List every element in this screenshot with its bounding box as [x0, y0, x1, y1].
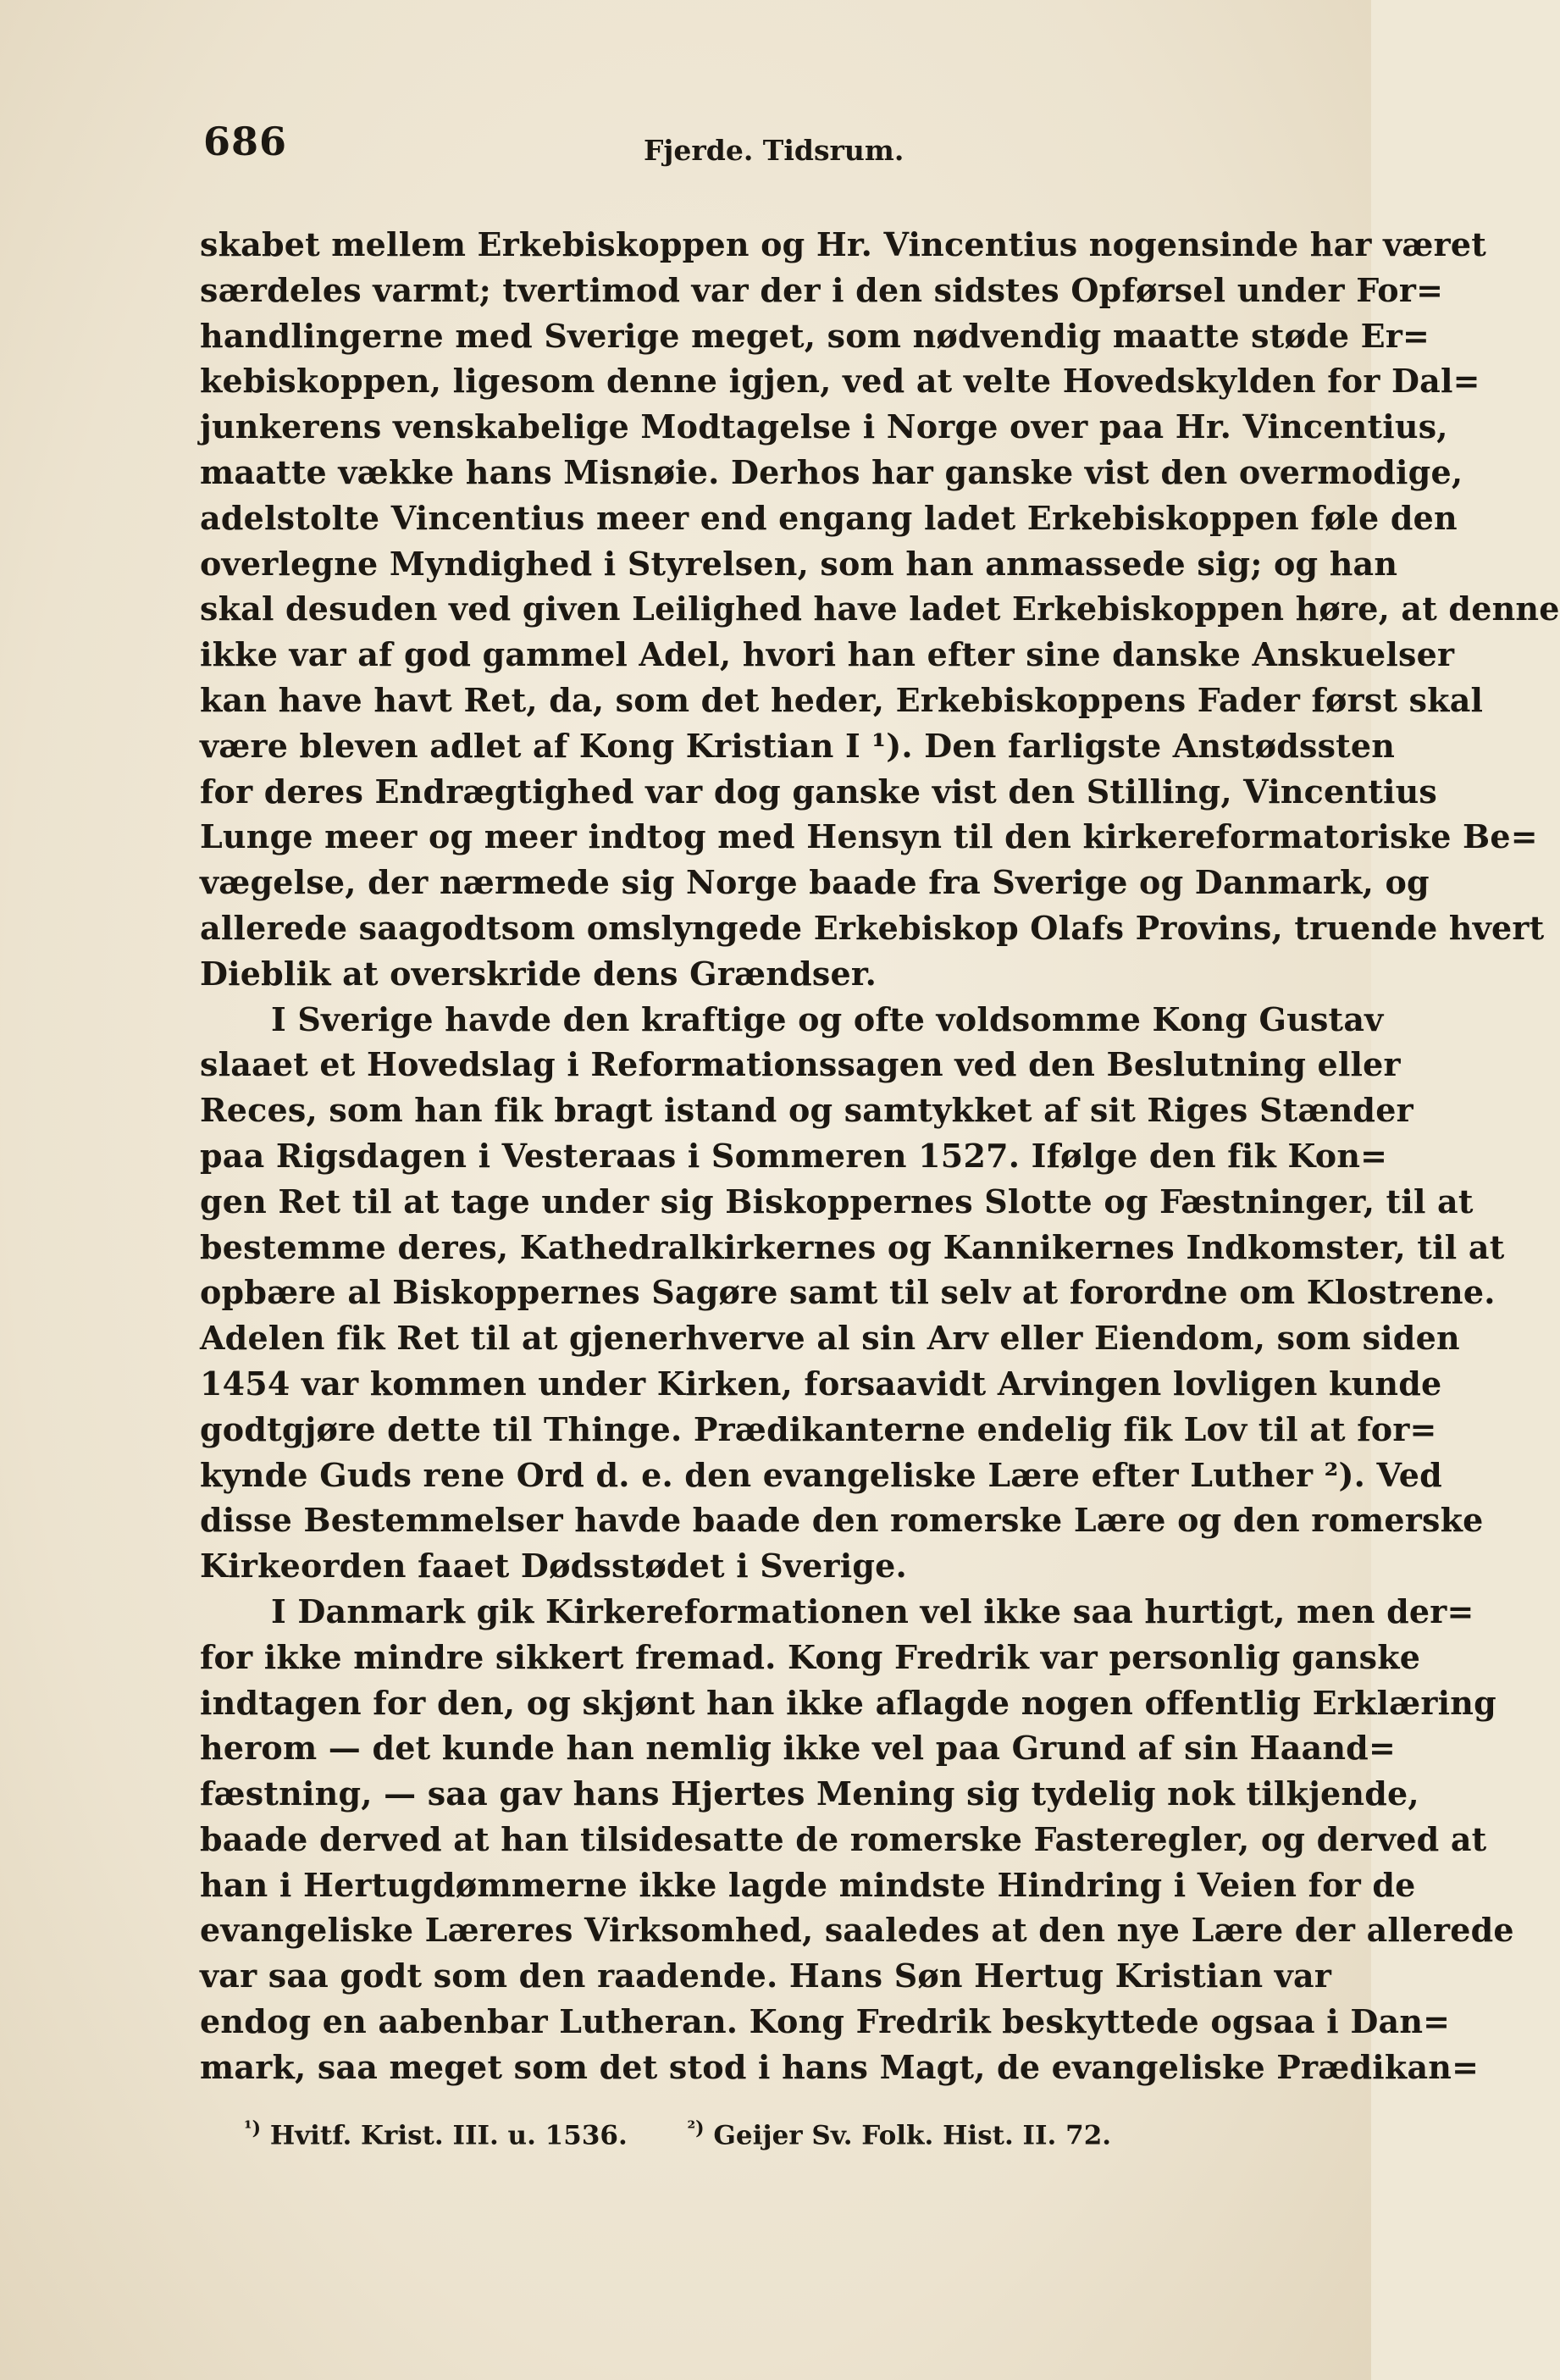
text-line: Adelen fik Ret til at gjenerhverve al sin Arv eller Eiendom, som siden: [200, 1319, 1460, 1358]
footnote-mark: ¹): [244, 2117, 262, 2139]
footnote-1: [244, 2117, 628, 2150]
text-line: var saa godt som den raadende. Hans Søn Hertug Kristian var: [200, 1957, 1332, 1995]
running-title: Fjerde. Tidsrum.: [644, 134, 904, 167]
text-line: Kirkeorden faaet Dødsstødet i Sverige.: [200, 1547, 907, 1586]
text-line: baade derved at han tilsidesatte de romerske Fasteregler, og derved at: [200, 1819, 1487, 1858]
text-line: kan have havt Ret, da, som det heder, Erkebiskoppens Fader først skal: [200, 680, 1484, 719]
text-line: disse Bestemmelser havde baade den romerske Lære og den romerske: [200, 1501, 1484, 1540]
footnote-mark: ²): [687, 2117, 705, 2139]
text-line: junkerens venskabelige Modtagelse i Norge over paa Hr. Vincentius,: [200, 407, 1448, 446]
text-line: Dieblik at overskride dens Grændser.: [200, 954, 877, 993]
text-line: fæstning, — saa gav hans Hjertes Mening sig tydelig nok tilkjende,: [200, 1774, 1419, 1813]
footnote-text: Hvitf. Krist. III. u. 1536.: [269, 2120, 628, 2151]
text-line: godtgjøre dette til Thinge. Prædikanterne endelig fik Lov til at for=: [200, 1409, 1437, 1448]
text-line: Reces, som han fik bragt istand og samtykket af sit Riges Stænder: [200, 1091, 1413, 1130]
text-line: 1454 var kommen under Kirken, forsaavidt Arvingen lovligen kunde: [200, 1364, 1442, 1403]
running-head: [203, 119, 1287, 178]
text-line: vægelse, der nærmede sig Norge baade fra Sverige og Danmark, og: [200, 863, 1430, 902]
text-line: I Sverige havde den kraftige og ofte voldsomme Kong Gustav: [271, 999, 1384, 1038]
text-line: I Danmark gik Kirkereformationen vel ikke saa hurtigt, men der=: [271, 1591, 1474, 1630]
text-line: herom — det kunde han nemlig ikke vel paa Grund af sin Haand=: [200, 1729, 1396, 1768]
text-line: kebiskoppen, ligesom denne igjen, ved at velte Hovedskylden for Dal=: [200, 362, 1480, 401]
text-line: adelstolte Vincentius meer end engang ladet Erkebiskoppen føle den: [200, 498, 1458, 537]
footnote-2: [688, 2117, 1112, 2150]
text-line: ikke var af god gammel Adel, hvori han efter sine danske Anskuelser: [200, 635, 1455, 674]
text-line: for ikke mindre sikkert fremad. Kong Fredrik var personlig ganske: [200, 1637, 1421, 1676]
text-line: paa Rigsdagen i Vesteraas i Sommeren 1527. Ifølge den fik Kon=: [200, 1136, 1388, 1175]
text-line: for deres Endrægtighed var dog ganske vist den Stilling, Vincentius: [200, 772, 1438, 811]
text-line: endog en aabenbar Lutheran. Kong Fredrik beskyttede ogsaa i Dan=: [200, 2002, 1451, 2041]
text-line: maatte vække hans Misnøie. Derhos har ganske vist den overmodige,: [200, 452, 1463, 491]
page-number: 686: [203, 119, 288, 164]
text-line: Lunge meer og meer indtog med Hensyn til den kirkereformatoriske Be=: [200, 817, 1538, 856]
footnote-text: Geijer Sv. Folk. Hist. II. 72.: [713, 2120, 1112, 2151]
footnotes: [244, 2117, 1176, 2160]
text-line: allerede saagodtsom omslyngede Erkebiskop Olafs Provins, truende hvert: [200, 908, 1545, 947]
text-line: mark, saa meget som det stod i hans Magt, de evangeliske Prædikan=: [200, 2047, 1480, 2086]
text-line: indtagen for den, og skjønt han ikke aflagde nogen offentlig Erklæring: [200, 1683, 1496, 1722]
text-line: særdeles varmt; tvertimod var der i den sidstes Opførsel under For=: [200, 270, 1444, 309]
text-line: slaaet et Hovedslag i Reformationssagen ved den Beslutning eller: [200, 1045, 1401, 1084]
text-line: handlingerne med Sverige meget, som nødvendig maatte støde Er=: [200, 316, 1430, 355]
text-line: evangeliske Læreres Virksomhed, saaledes at den nye Lære der allerede: [200, 1911, 1514, 1950]
text-line: skabet mellem Erkebiskoppen og Hr. Vincentius nogensinde har været: [200, 225, 1486, 263]
text-line: gen Ret til at tage under sig Biskoppernes Slotte og Fæstninger, til at: [200, 1182, 1474, 1220]
text-line: kynde Guds rene Ord d. e. den evangeliske Lære efter Luther ²). Ved: [200, 1455, 1442, 1494]
text-line: bestemme deres, Kathedralkirkernes og Kannikernes Indkomster, til at: [200, 1227, 1505, 1266]
text-line: overlegne Myndighed i Styrelsen, som han anmassede sig; og han: [200, 544, 1398, 583]
text-line: være bleven adlet af Kong Kristian I ¹). Den farligste Anstødssten: [200, 726, 1396, 765]
text-line: han i Hertugdømmerne ikke lagde mindste Hindring i Veien for de: [200, 1865, 1416, 1904]
text-line: skal desuden ved given Leilighed have ladet Erkebiskoppen høre, at denne: [200, 589, 1560, 628]
body-text: [200, 222, 1560, 2090]
text-line: opbære al Biskoppernes Sagøre samt til selv at forordne om Klostrene.: [200, 1273, 1496, 1312]
